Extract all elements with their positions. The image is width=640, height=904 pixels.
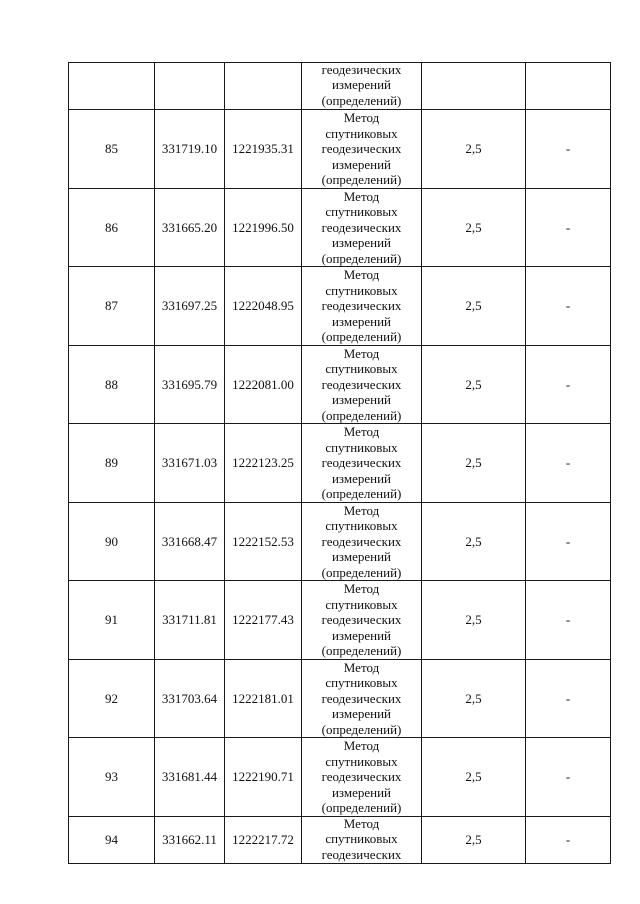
table-row-partial bbox=[69, 816, 611, 863]
method-text: Метод спутниковых геодезических измерений (определений) bbox=[321, 659, 402, 737]
point-number-text: 88 bbox=[105, 376, 118, 392]
x-coordinate-text: 331703.64 bbox=[161, 690, 218, 706]
point-number-text: 92 bbox=[105, 690, 118, 706]
point-number-text: 86 bbox=[105, 219, 118, 235]
table-row bbox=[69, 188, 611, 267]
note-text: - bbox=[565, 769, 571, 784]
x-coordinate-cell bbox=[155, 267, 225, 346]
y-coordinate-cell bbox=[225, 110, 302, 189]
x-coordinate-cell bbox=[155, 502, 225, 581]
y-coordinate-text: 1222152.53 bbox=[232, 533, 294, 549]
method-cell bbox=[302, 581, 422, 660]
accuracy-cell bbox=[422, 110, 526, 189]
table-row bbox=[69, 267, 611, 346]
note-cell bbox=[526, 63, 611, 110]
note-text: - bbox=[565, 298, 571, 313]
accuracy-cell bbox=[422, 659, 526, 738]
accuracy-text: 2,5 bbox=[465, 831, 482, 847]
number-cell bbox=[69, 63, 155, 110]
note-text: - bbox=[565, 455, 571, 470]
x-coordinate-cell bbox=[155, 816, 225, 863]
table-body bbox=[69, 63, 611, 864]
table-row bbox=[69, 659, 611, 738]
point-number-cell bbox=[69, 738, 155, 817]
accuracy-cell bbox=[422, 424, 526, 503]
method-text: Метод спутниковых геодезических bbox=[321, 816, 402, 862]
method-text: Метод спутниковых геодезических измерений (определений) bbox=[321, 267, 402, 344]
note-text: - bbox=[565, 690, 571, 706]
accuracy-text: 2,5 bbox=[465, 533, 482, 549]
method-text: Метод спутниковых геодезических измерений (определений) bbox=[321, 110, 402, 187]
point-number-text: 90 bbox=[105, 533, 118, 549]
point-number-cell bbox=[69, 424, 155, 503]
y-coordinate-text: 1222048.95 bbox=[232, 298, 294, 313]
accuracy-text: 2,5 bbox=[465, 219, 482, 235]
method-cell bbox=[302, 110, 422, 189]
point-number-cell bbox=[69, 816, 155, 863]
accuracy-cell bbox=[422, 502, 526, 581]
y-coordinate-cell bbox=[225, 188, 302, 267]
point-number-cell bbox=[69, 188, 155, 267]
y-coordinate-text: 1221996.50 bbox=[232, 219, 294, 235]
method-text: Метод спутниковых геодезических измерений (определений) bbox=[321, 738, 402, 815]
x-coordinate-cell bbox=[155, 63, 225, 110]
y-coordinate-text: 1222177.43 bbox=[232, 612, 294, 627]
note-cell bbox=[526, 110, 611, 189]
method-cell bbox=[302, 659, 422, 738]
point-number-cell bbox=[69, 110, 155, 189]
table-row bbox=[69, 502, 611, 581]
x-coordinate-text: 331671.03 bbox=[161, 455, 218, 470]
x-coordinate-cell bbox=[155, 110, 225, 189]
y-coordinate-text: 1222217.72 bbox=[232, 831, 294, 847]
accuracy-cell bbox=[422, 267, 526, 346]
point-number-text: 94 bbox=[105, 831, 118, 847]
note-cell bbox=[526, 188, 611, 267]
method-cell bbox=[302, 188, 422, 267]
x-coordinate-text: 331711.81 bbox=[162, 612, 217, 627]
point-number-text: 89 bbox=[105, 455, 118, 470]
x-coordinate-cell bbox=[155, 424, 225, 503]
point-number-text: 85 bbox=[105, 141, 118, 156]
y-coordinate-cell bbox=[225, 502, 302, 581]
point-number-cell bbox=[69, 345, 155, 424]
note-cell bbox=[526, 816, 611, 863]
y-coordinate-text: 1222190.71 bbox=[232, 769, 294, 784]
y-coordinate-cell bbox=[225, 345, 302, 424]
x-coordinate-text: 331662.11 bbox=[162, 831, 217, 847]
method-text: Метод спутниковых геодезических измерений (определений) bbox=[321, 581, 402, 658]
note-text: - bbox=[565, 141, 571, 156]
continuation-row bbox=[69, 63, 611, 110]
method-text: Метод спутниковых геодезических измерений (определений) bbox=[321, 345, 402, 423]
note-cell bbox=[526, 424, 611, 503]
accuracy-cell bbox=[422, 345, 526, 424]
x-coordinate-text: 331668.47 bbox=[161, 533, 218, 549]
accuracy-cell bbox=[422, 188, 526, 267]
point-number-cell bbox=[69, 581, 155, 660]
y-coordinate-cell bbox=[225, 816, 302, 863]
x-coordinate-cell bbox=[155, 188, 225, 267]
table-row bbox=[69, 581, 611, 660]
point-number-text: 93 bbox=[105, 769, 118, 784]
x-coordinate-cell bbox=[155, 659, 225, 738]
x-coordinate-text: 331681.44 bbox=[161, 769, 218, 784]
y-coordinate-cell bbox=[225, 267, 302, 346]
y-coordinate-cell bbox=[225, 581, 302, 660]
note-cell bbox=[526, 581, 611, 660]
note-cell bbox=[526, 267, 611, 346]
point-number-cell bbox=[69, 267, 155, 346]
x-coordinate-text: 331697.25 bbox=[161, 298, 218, 313]
y-coordinate-text: 1221935.31 bbox=[232, 141, 294, 156]
point-number-cell bbox=[69, 502, 155, 581]
table-row bbox=[69, 424, 611, 503]
note-text: - bbox=[565, 612, 571, 627]
accuracy-text: 2,5 bbox=[465, 769, 482, 784]
note-text: - bbox=[565, 219, 571, 235]
point-number-text: 87 bbox=[105, 298, 118, 313]
note-cell bbox=[526, 345, 611, 424]
note-cell bbox=[526, 659, 611, 738]
accuracy-text: 2,5 bbox=[465, 141, 482, 156]
accuracy-text: 2,5 bbox=[465, 376, 482, 392]
method-text: геодезических измерений (определений) bbox=[321, 62, 402, 108]
y-coordinate-cell bbox=[225, 424, 302, 503]
method-text: Метод спутниковых геодезических измерений (определений) bbox=[321, 502, 402, 580]
method-cell bbox=[302, 267, 422, 346]
method-cell bbox=[302, 816, 422, 863]
accuracy-cell bbox=[422, 63, 526, 110]
y-coordinate-text: 1222123.25 bbox=[232, 455, 294, 470]
method-cell bbox=[302, 63, 422, 110]
coordinates-table bbox=[68, 62, 611, 864]
x-coordinate-cell bbox=[155, 581, 225, 660]
y-coordinate-cell bbox=[225, 738, 302, 817]
point-number-cell bbox=[69, 659, 155, 738]
note-text: - bbox=[565, 533, 571, 549]
method-cell bbox=[302, 424, 422, 503]
accuracy-text: 2,5 bbox=[465, 298, 482, 313]
accuracy-cell bbox=[422, 581, 526, 660]
note-cell bbox=[526, 502, 611, 581]
accuracy-cell bbox=[422, 738, 526, 817]
y-coordinate-text: 1222081.00 bbox=[232, 376, 294, 392]
method-text: Метод спутниковых геодезических измерений (определений) bbox=[321, 188, 402, 266]
y-coordinate-text: 1222181.01 bbox=[232, 690, 294, 706]
y-coordinate-cell bbox=[225, 63, 302, 110]
x-coordinate-text: 331665.20 bbox=[161, 219, 218, 235]
table-row bbox=[69, 110, 611, 189]
accuracy-text: 2,5 bbox=[465, 690, 482, 706]
note-text: - bbox=[565, 376, 571, 392]
x-coordinate-text: 331719.10 bbox=[161, 141, 218, 156]
note-cell bbox=[526, 738, 611, 817]
x-coordinate-cell bbox=[155, 345, 225, 424]
point-number-text: 91 bbox=[105, 612, 118, 627]
x-coordinate-text: 331695.79 bbox=[161, 376, 218, 392]
table-row bbox=[69, 738, 611, 817]
method-cell bbox=[302, 345, 422, 424]
method-cell bbox=[302, 502, 422, 581]
method-cell bbox=[302, 738, 422, 817]
method-text: Метод спутниковых геодезических измерений (определений) bbox=[321, 424, 402, 501]
accuracy-text: 2,5 bbox=[465, 612, 482, 627]
y-coordinate-cell bbox=[225, 659, 302, 738]
accuracy-cell bbox=[422, 816, 526, 863]
table-row bbox=[69, 345, 611, 424]
note-text: - bbox=[565, 831, 571, 847]
accuracy-text: 2,5 bbox=[465, 455, 482, 470]
x-coordinate-cell bbox=[155, 738, 225, 817]
